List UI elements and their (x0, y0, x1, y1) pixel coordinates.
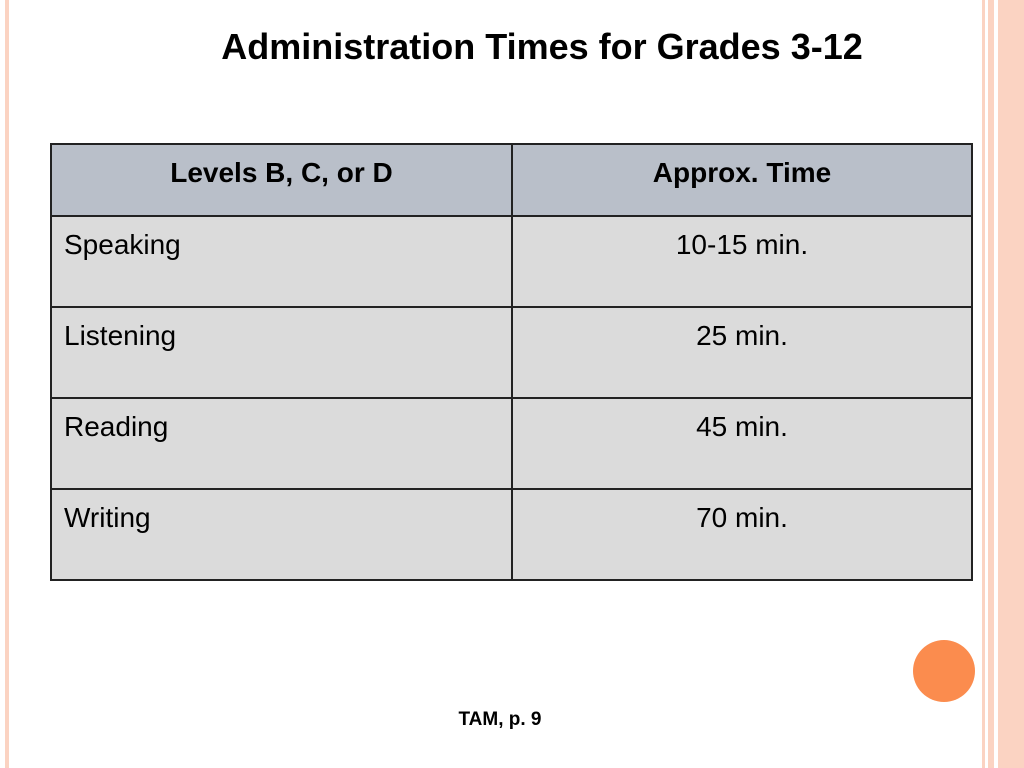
right-border-stripe-3 (998, 0, 1024, 768)
column-header-time: Approx. Time (512, 144, 972, 216)
row-level-cell: Speaking (51, 216, 512, 307)
row-level-cell: Listening (51, 307, 512, 398)
table-row (51, 489, 972, 580)
table-row (51, 307, 972, 398)
row-time-cell: 45 min. (512, 398, 972, 489)
row-time-cell: 70 min. (512, 489, 972, 580)
left-border-stripe (5, 0, 9, 768)
row-time-cell: 10-15 min. (512, 216, 972, 307)
table-row (51, 398, 972, 489)
column-header-levels: Levels B, C, or D (51, 144, 512, 216)
row-level-cell: Writing (51, 489, 512, 580)
slide-title: Administration Times for Grades 3-12 (221, 26, 863, 67)
right-border-stripe-1 (982, 0, 985, 768)
table-header-row (51, 144, 972, 216)
right-border-stripe-2 (988, 0, 994, 768)
table-row (51, 216, 972, 307)
decorative-circle (913, 640, 975, 702)
administration-times-table (50, 143, 973, 581)
row-time-cell: 25 min. (512, 307, 972, 398)
slide-footer-citation: TAM, p. 9 (458, 709, 542, 730)
row-level-cell: Reading (51, 398, 512, 489)
